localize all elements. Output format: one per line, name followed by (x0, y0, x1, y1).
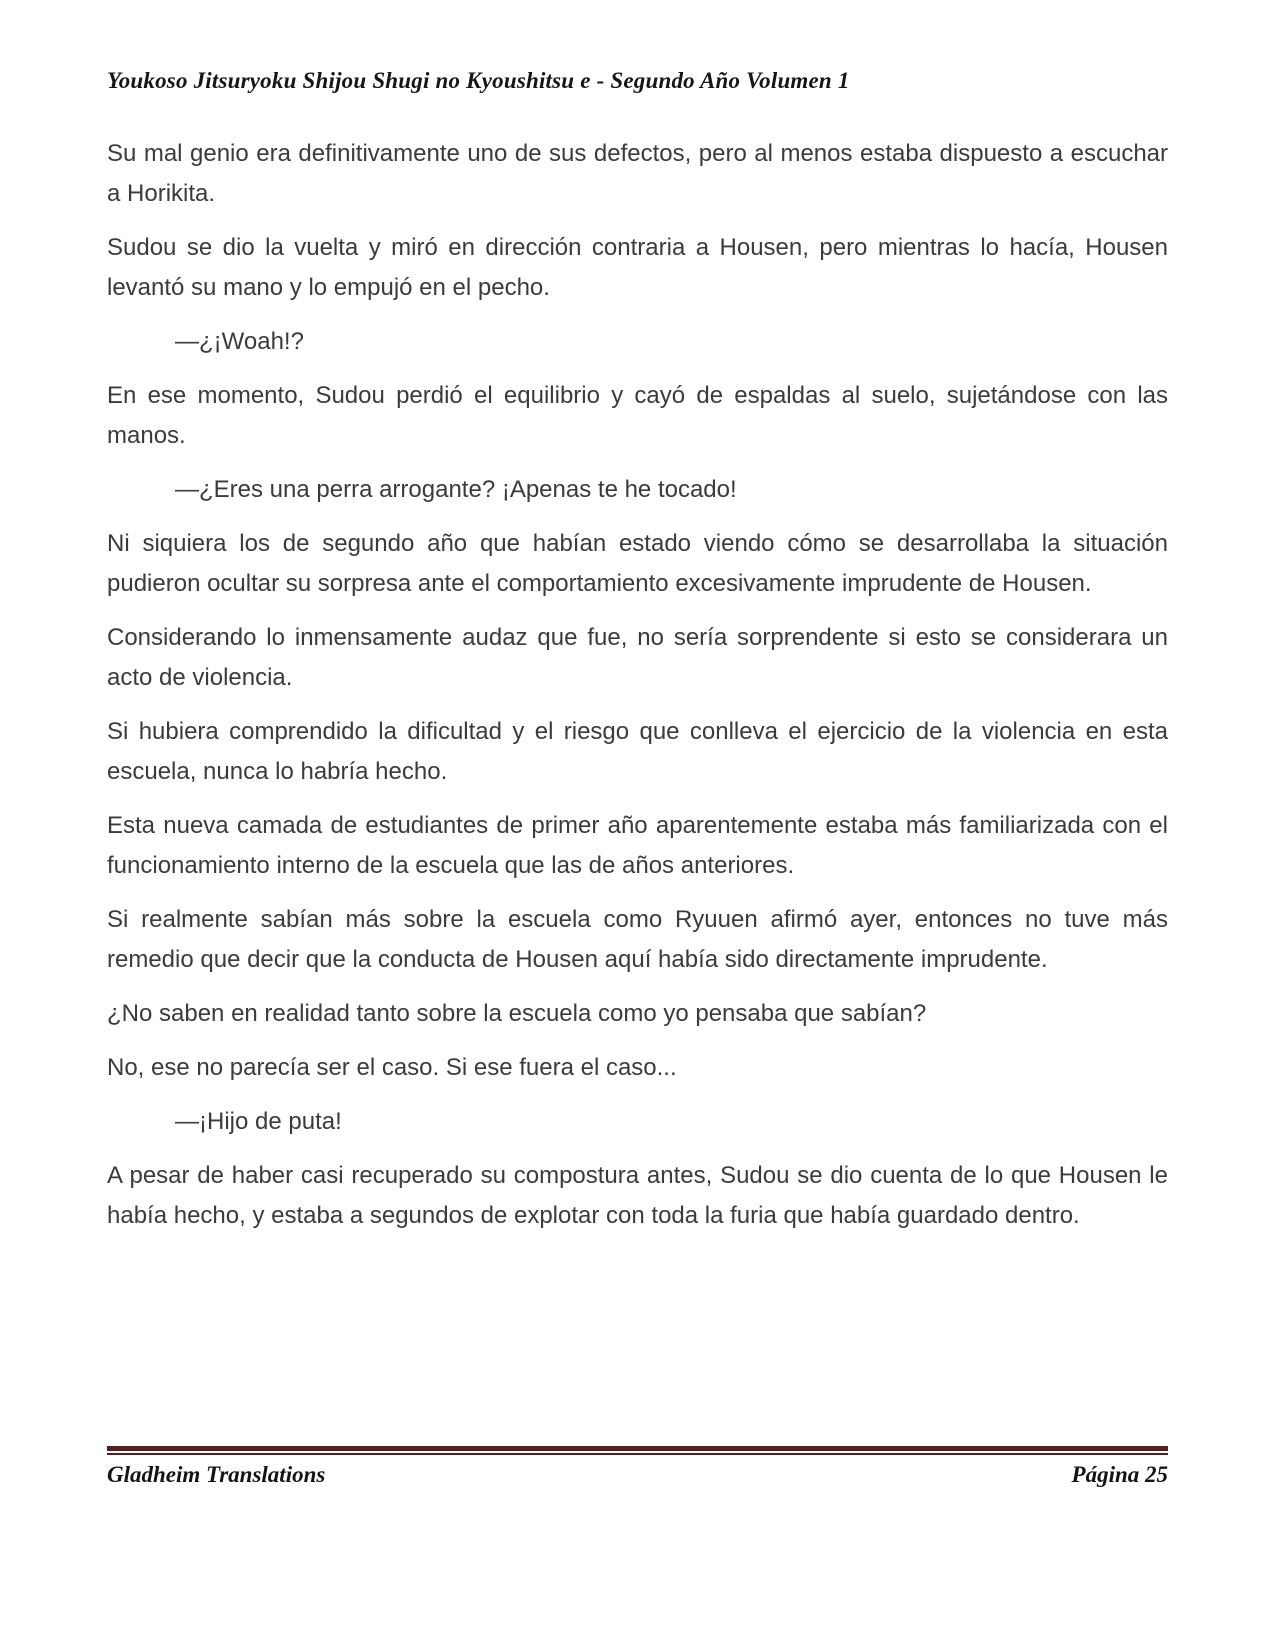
paragraph: Ni siquiera los de segundo año que habían estado viendo cómo se desarrollaba la situación pudieron ocultar su sorpresa ante el comportamiento excesivamente imprudente de Housen. (107, 530, 1168, 597)
paragraph: ¿No saben en realidad tanto sobre la escuela como yo pensaba que sabían? (107, 1000, 927, 1027)
paragraph: Si hubiera comprendido la dificultad y el riesgo que conlleva el ejercicio de la violencia en esta escuela, nunca lo habría hecho. (107, 718, 1168, 785)
paragraph: Esta nueva camada de estudiantes de primer año aparentemente estaba más familiarizada con el funcionamiento interno de la escuela que las de años anteriores. (107, 812, 1168, 879)
paragraph: Sudou se dio la vuelta y miró en dirección contraria a Housen, pero mientras lo hacía, Housen levantó su mano y lo empujó en el pecho. (107, 234, 1168, 301)
dialogue-line: —¿Eres una perra arrogante? ¡Apenas te he tocado! (175, 476, 737, 503)
footer-divider (107, 1446, 1168, 1455)
page-body (107, 134, 1168, 1250)
dialogue-line: —¡Hijo de puta! (175, 1108, 342, 1135)
paragraph: En ese momento, Sudou perdió el equilibrio y cayó de espaldas al suelo, sujetándose con las manos. (107, 382, 1168, 449)
page-header (107, 68, 1168, 94)
paragraph: No, ese no parecía ser el caso. Si ese fuera el caso... (107, 1054, 677, 1081)
page-number: Página 25 (1071, 1462, 1168, 1487)
paragraph: Considerando lo inmensamente audaz que fue, no sería sorprendente si esto se considerara un acto de violencia. (107, 624, 1168, 691)
paragraph: Si realmente sabían más sobre la escuela como Ryuuen afirmó ayer, entonces no tuve más remedio que decir que la conducta de Housen aquí había sido directamente imprudente. (107, 906, 1168, 973)
dialogue-line: —¿¡Woah!? (175, 328, 304, 355)
page-footer (107, 1446, 1168, 1488)
paragraph: Su mal genio era definitivamente uno de sus defectos, pero al menos estaba dispuesto a escuchar a Horikita. (107, 140, 1168, 207)
paragraph: A pesar de haber casi recuperado su compostura antes, Sudou se dio cuenta de lo que Housen le había hecho, y estaba a segundos de explotar con toda la furia que había guardado dentro. (107, 1162, 1168, 1229)
document-title: Youkoso Jitsuryoku Shijou Shugi no Kyoushitsu e - Segundo Año Volumen 1 (107, 68, 850, 93)
translator-credit: Gladheim Translations (107, 1462, 326, 1487)
